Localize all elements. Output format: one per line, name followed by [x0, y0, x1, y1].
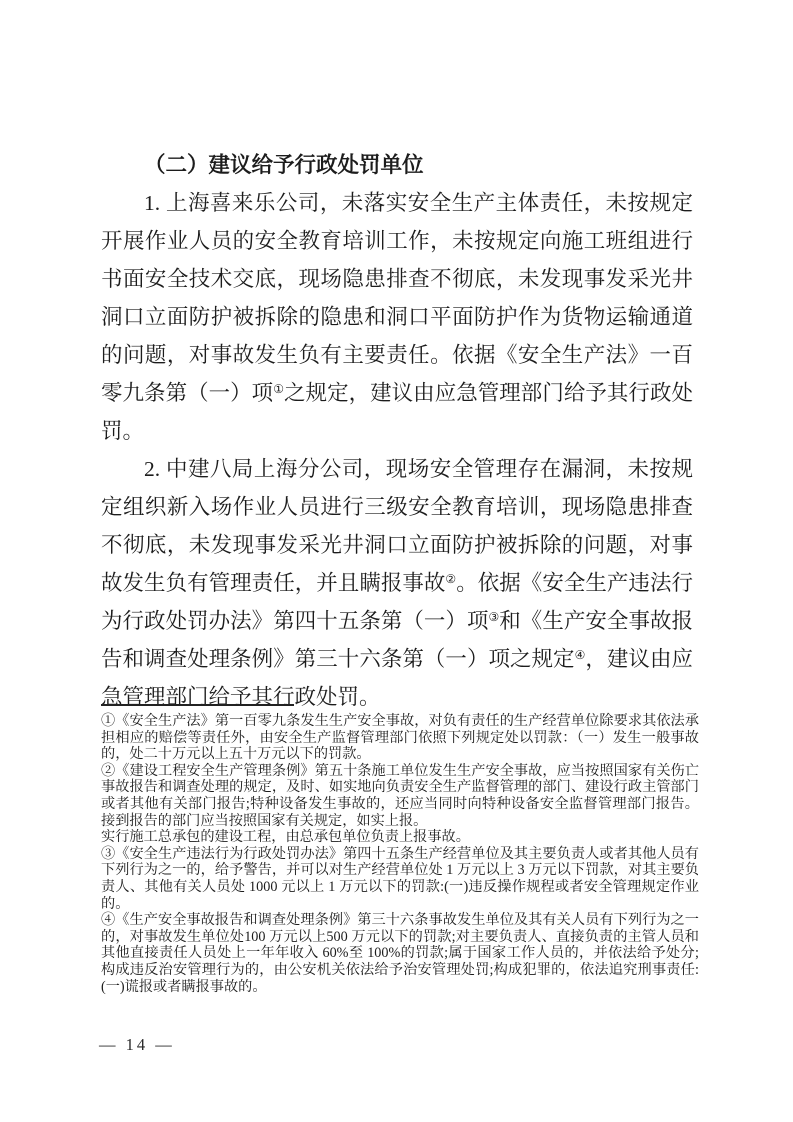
paragraph-2-text-a: 2. 中建八局上海分公司，现场安全管理存在漏洞，未按规定组织新入场作业人员进行三级安全教育培训，现场隐患排查不彻底，未发现事发采光井洞口立面防护被拆除的问题，对事故发生负有管理责任，并且瞒报事故	[101, 457, 693, 595]
section-heading: （二）建议给予行政处罚单位	[144, 153, 424, 177]
page-number: — 14 —	[99, 1035, 175, 1054]
footnote-ref-1: ①	[273, 382, 285, 396]
footnote-section	[101, 704, 699, 995]
footnote-4: ④《生产安全事故报告和调查处理条例》第三十六条事故发生单位及其有关人员有下列行为之一的，对事故发生单位处100 万元以上500 万元以下的罚款;对主要负责人、直接负责的主管人员和其他直接责任人员处上一年年收入 60%至 100%的罚款;属于国家工作人员的，并依法给予处分;构成违反治安管理行为的，由公安机关依法给予治安管理处罚;构成犯罪的，依法追究刑事责任:(一)谎报或者瞒报事故的。	[101, 912, 699, 995]
paragraph-1-text-a: 1. 上海喜来乐公司，未落实安全生产主体责任，未按规定开展作业人员的安全教育培训工作，未按规定向施工班组进行书面安全技术交底，现场隐患排查不彻底，未发现事发采光井洞口立面防护被拆除的隐患和洞口平面防护作为货物运输通道的问题，对事故发生负有主要责任。依据《安全生产法》一百零九条第（一）项	[101, 191, 693, 405]
paragraph-2-text-d: ，建议由应急管理部门给予其行政处罚。	[101, 647, 693, 709]
footnote-2-continuation: 实行施工总承包的建设工程，由总承包单位负责上报事故。	[101, 829, 470, 846]
footnote-ref-2: ②	[445, 572, 457, 586]
paragraph-1-text-b: 之规定，建议由应急管理部门给予其行政处罚。	[101, 381, 693, 443]
paragraph-2-text-b: 。依据《安全生产违法行为行政处罚办法》第四十五条第（一）项	[101, 571, 693, 633]
footnote-2: ②《建设工程安全生产管理条例》第五十条施工单位发生生产安全事故，应当按照国家有关伤亡事故报告和调查处理的规定，及时、如实地向负责安全生产监督管理的部门、建设行政主管部门或者其他有关部门报告;特种设备发生事故的，还应当同时向特种设备安全监督管理部门报告。接到报告的部门应当按照国家有关规定，如实上报。	[101, 762, 699, 829]
footnote-3: ③《安全生产违法行为行政处罚办法》第四十五条生产经营单位及其主要负责人或者其他人员有下列行为之一的，给予警告，并可以对生产经营单位处 1 万元以上 3 万元以下罚款，对其主要负责人、其他有关人员处 1000 元以上 1 万元以下的罚款:(一)违反操作规程或者安全管理规定作业的。	[101, 845, 699, 912]
paragraph-2-text-c: 和《生产安全事故报告和调查处理条例》第三十六条第（一）项之规定	[101, 609, 693, 671]
paragraph-2	[101, 450, 693, 716]
body-text-block	[101, 146, 693, 716]
footnote-ref-4: ④	[574, 648, 586, 662]
paragraph-1	[101, 184, 693, 450]
footnote-ref-3: ③	[488, 610, 500, 624]
footnote-divider	[101, 704, 294, 706]
footnote-1: ①《安全生产法》第一百零九条发生生产安全事故，对负有责任的生产经营单位除要求其依法承担相应的赔偿等责任外，由安全生产监督管理部门依照下列规定处以罚款：（一）发生一般事故的，处二十万元以上五十万元以下的罚款。	[101, 713, 699, 763]
